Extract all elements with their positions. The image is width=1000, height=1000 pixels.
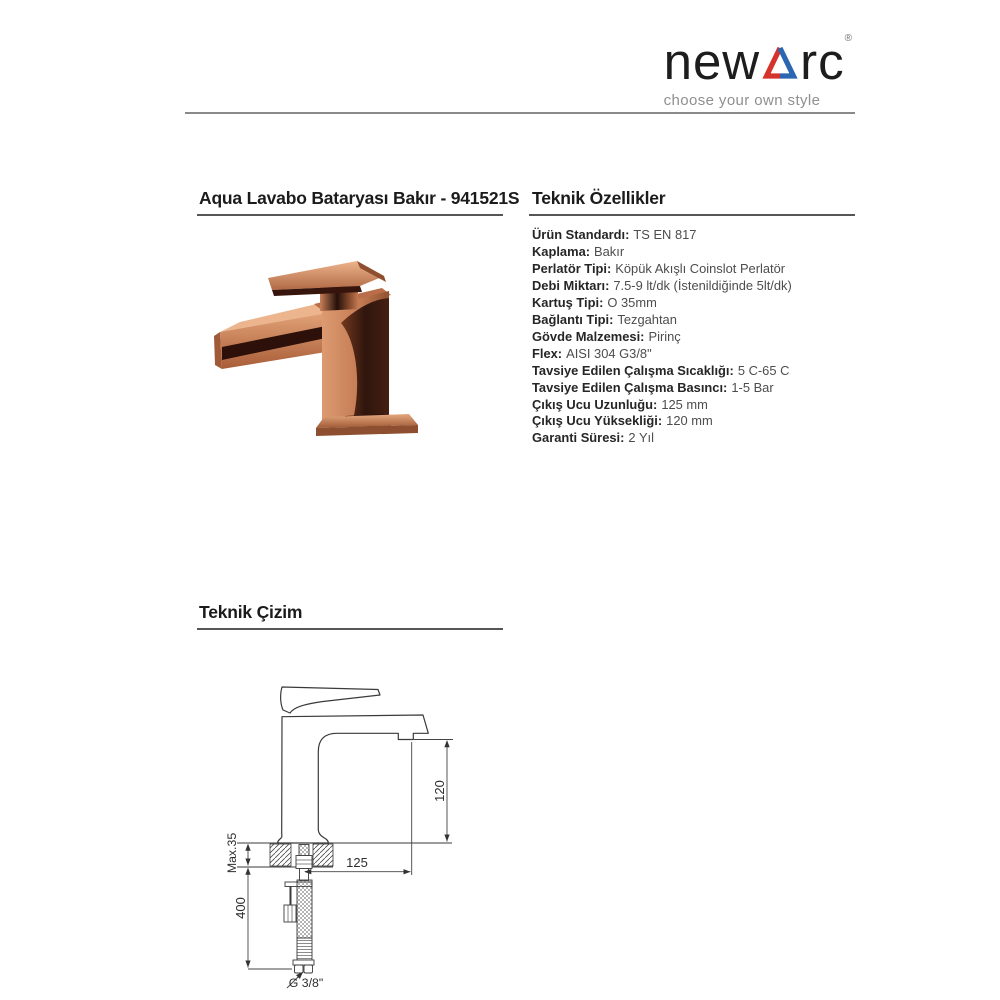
spec-row <box>532 227 792 244</box>
spec-row <box>532 261 792 278</box>
spec-row <box>532 430 792 447</box>
spec-value: 120 mm <box>666 413 713 429</box>
spec-value: Bakır <box>594 243 625 259</box>
counter-hatch <box>237 843 452 867</box>
spec-value: 7.5-9 lt/dk (İstenildiğinde 5lt/dk) <box>613 277 792 293</box>
drawing-underline <box>197 628 503 630</box>
logo-triangle-icon <box>762 45 798 79</box>
spec-label: Bağlantı Tipi: <box>532 311 614 327</box>
dim-max35-label: Max.35 <box>225 832 239 874</box>
product-photo-copper-faucet <box>210 228 470 445</box>
header-divider <box>185 112 855 114</box>
spec-label: Çıkış Ucu Uzunluğu: <box>532 396 658 412</box>
spec-label: Ürün Standardı: <box>532 227 630 242</box>
spec-row <box>532 244 792 261</box>
spec-label: Tavsiye Edilen Çalışma Basıncı: <box>532 379 728 395</box>
specs-underline <box>529 214 855 216</box>
spec-row <box>532 397 792 414</box>
spec-value: 5 C-65 C <box>737 362 790 378</box>
spec-value: 2 Yıl <box>628 430 654 446</box>
spec-value: 125 mm <box>661 396 708 412</box>
brand-tagline: choose your own style <box>663 92 821 109</box>
logo-text-right: rc <box>800 33 845 90</box>
spec-value: O 35mm <box>607 294 657 310</box>
spec-label: Kaplama: <box>532 243 591 259</box>
product-title-underline <box>197 214 503 216</box>
spec-row <box>532 380 792 397</box>
spec-label: Garanti Süresi: <box>532 430 625 446</box>
product-title: Aqua Lavabo Bataryası Bakır - 941521S <box>199 188 520 208</box>
spec-label: Gövde Malzemesi: <box>532 328 645 344</box>
spec-label: Flex: <box>532 345 563 361</box>
spec-label: Çıkış Ucu Yüksekliği: <box>532 413 663 429</box>
spec-value: Köpük Akışlı Coinslot Perlatör <box>615 260 786 276</box>
spec-row <box>532 295 792 312</box>
specs-list <box>532 227 792 447</box>
faucet-outline <box>278 687 429 843</box>
dim-125-label: 125 <box>346 855 368 870</box>
spec-label: Tavsiye Edilen Çalışma Sıcaklığı: <box>532 362 734 378</box>
logo-text-left: new <box>663 33 761 90</box>
spec-value: TS EN 817 <box>633 227 697 242</box>
spec-row <box>532 346 792 363</box>
spec-value: Pirinç <box>648 328 681 344</box>
drawing-heading: Teknik Çizim <box>199 602 303 622</box>
thread-size-label: G 3/8" <box>288 976 324 990</box>
registered-mark: ® <box>844 33 852 44</box>
spec-label: Perlatör Tipi: <box>532 260 612 276</box>
spec-value: Tezgahtan <box>617 311 677 327</box>
dim-400-label: 400 <box>233 897 248 919</box>
spec-row <box>532 413 792 430</box>
brand-logo <box>664 34 852 109</box>
specs-heading: Teknik Özellikler <box>532 188 666 208</box>
spec-row <box>532 278 792 295</box>
spec-value: AISI 304 G3/8" <box>566 345 652 361</box>
spec-label: Kartuş Tipi: <box>532 294 604 310</box>
spec-row <box>532 329 792 346</box>
spec-row <box>532 363 792 380</box>
dim-120-label: 120 <box>432 780 447 802</box>
spec-row <box>532 312 792 329</box>
spec-value: 1-5 Bar <box>731 379 774 395</box>
technical-drawing <box>195 648 685 1000</box>
brand-logotype <box>663 33 852 90</box>
spec-label: Debi Miktarı: <box>532 277 610 293</box>
